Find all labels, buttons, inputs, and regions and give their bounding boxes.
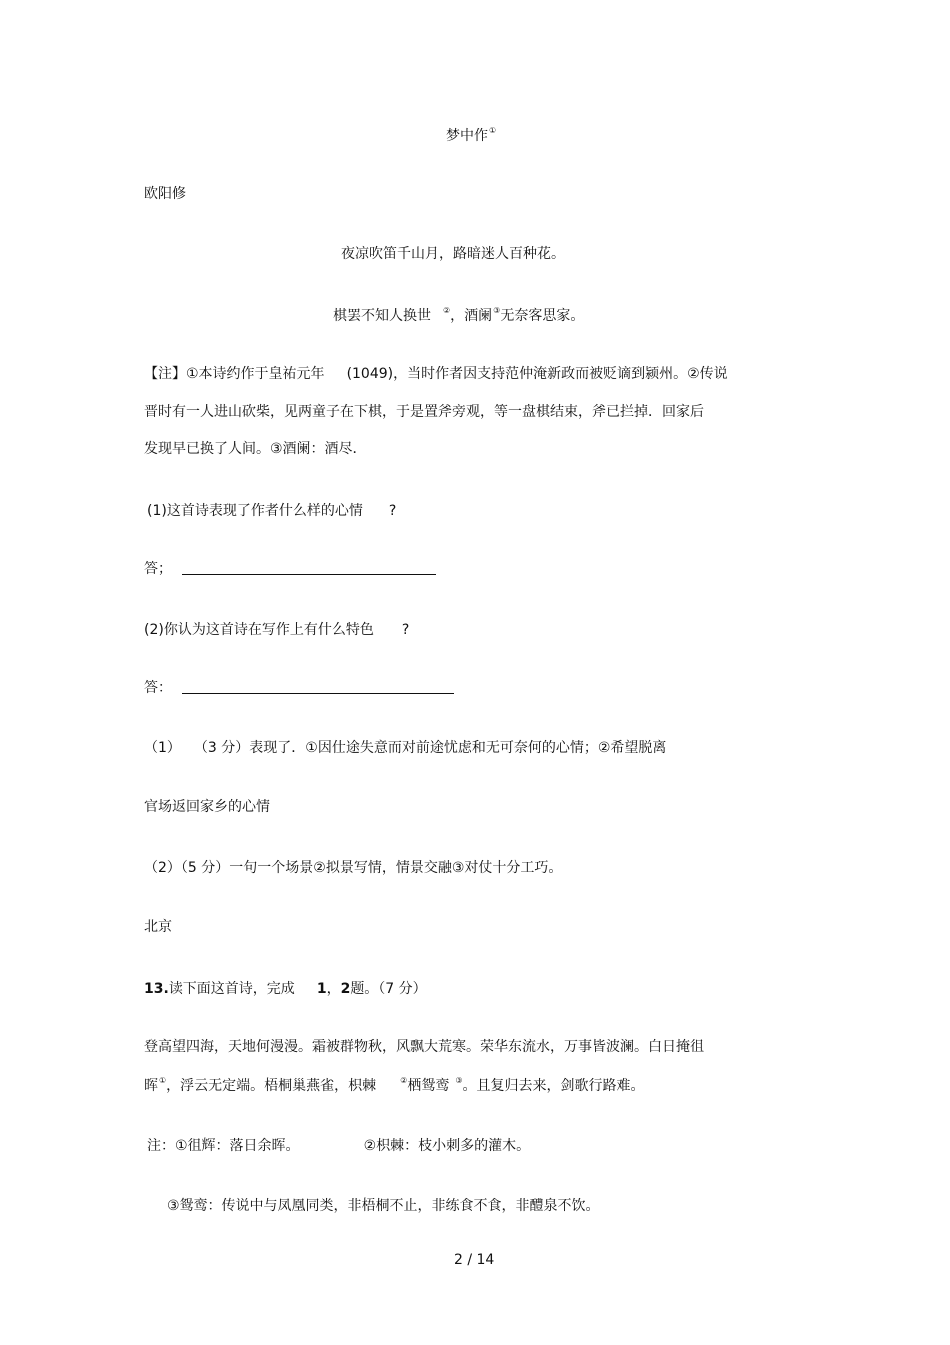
question-2 [144, 623, 409, 637]
poem-2-part: 栖鸳鸾 [407, 1078, 450, 1094]
poem-2-part: ，浮云无定端。梧桐巢燕雀，枳棘 [166, 1078, 377, 1094]
source-label: 北京 [144, 919, 172, 935]
answer-2-label: 答： [144, 680, 172, 696]
poem-note-line-1 [144, 367, 728, 381]
poem-2-note-part: ②枳棘：枝小刺多的灌木。 [363, 1138, 531, 1154]
poem-2-note-2: ③鸳鸾：传说中与凤凰同类，非梧桐不止，非练食不食，非醴泉不饮。 [167, 1198, 600, 1214]
answer-key-1-num: （1） [144, 740, 181, 756]
footnote-marker: ② [443, 306, 451, 315]
footnote-marker: ② [400, 1076, 408, 1085]
question-13-sep: ， [326, 981, 341, 997]
poem-2-part: 晖 [144, 1078, 158, 1094]
poem-line-1: 夜凉吹笛千山月，路暗迷人百种花。 [341, 246, 565, 262]
question-2-text: (2)你认为这首诗在写作上有什么特色 [144, 622, 374, 638]
poem-title [446, 127, 496, 143]
question-13-text: 读下面这首诗，完成 [168, 981, 295, 997]
poem-note-line-2: 晋时有一人进山砍柴，见两童子在下棋，于是置斧旁观，等一盘棋结束，斧已拦掉．回家后 [144, 404, 704, 420]
question-1 [147, 504, 396, 518]
poem-note-line-3: 发现早已换了人间。③酒阑：酒尽． [144, 441, 367, 457]
answer-2-row [144, 681, 454, 695]
poem-2-part: 。且复归去来，剑歌行路难。 [462, 1078, 645, 1094]
footnote-marker: ③ [455, 1076, 463, 1085]
poem-note-part: (1049)，当时作者因支持范仲淹新政而被贬谪到颍州。②传说 [346, 366, 728, 382]
answer-2-blank[interactable] [182, 681, 454, 694]
poem-line-2-part: 无奈客思家。 [500, 308, 585, 324]
question-13-ref: 1 [316, 981, 327, 997]
answer-1-row [144, 562, 436, 576]
poem-line-2 [333, 307, 584, 323]
question-2-mark: ? [401, 622, 410, 638]
page-number: 2 / 14 [454, 1252, 495, 1268]
footnote-marker: ① [159, 1076, 167, 1085]
footnote-marker: ① [489, 126, 497, 135]
poem-2-note-part: 注：①徂辉：落日余晖。 [147, 1138, 300, 1154]
poem-author: 欧阳修 [144, 186, 186, 202]
question-13-number: 13. [144, 981, 169, 997]
answer-key-1-text: （3 分）表现了．①因仕途失意而对前途忧虑和无可奈何的心情；②希望脱离 [200, 740, 667, 756]
poem-line-2-part: 棋罢不知人换世 [333, 308, 431, 324]
question-13-ref: 2 [340, 981, 351, 997]
poem-2-line-2 [144, 1077, 645, 1093]
poem-2-line-1: 登高望四海，天地何漫漫。霜被群物秋，风飘大荒寒。荣华东流水，万事皆波澜。白日掩徂 [144, 1039, 704, 1055]
question-13-text: 题。（7 分） [350, 981, 427, 997]
poem-title-text: 梦中作 [446, 128, 488, 144]
question-1-text: (1)这首诗表现了作者什么样的心情 [147, 503, 363, 519]
poem-note-part: 【注】①本诗约作于皇祐元年 [144, 366, 325, 382]
answer-key-2: （2）（5 分）一句一个场景②拟景写情，情景交融③对仗十分工巧。 [144, 860, 563, 876]
question-13-heading [144, 982, 427, 996]
answer-key-1 [144, 741, 666, 755]
footnote-marker: ③ [493, 306, 501, 315]
poem-line-2-part: ，酒阑 [450, 308, 493, 324]
answer-1-blank[interactable] [182, 562, 436, 575]
question-1-mark: ? [388, 503, 397, 519]
answer-key-1-cont: 官场返回家乡的心情 [144, 799, 270, 815]
answer-1-label: 答； [144, 561, 172, 577]
poem-2-note-1 [147, 1139, 530, 1153]
